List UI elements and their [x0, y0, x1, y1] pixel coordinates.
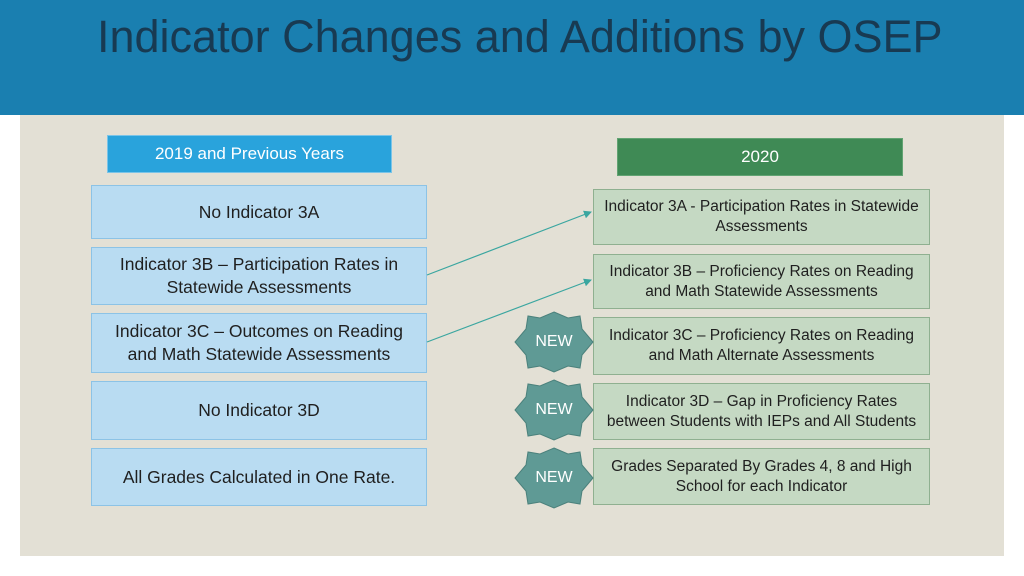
page-title: Indicator Changes and Additions by OSEP	[97, 11, 943, 62]
new-badge-grades	[514, 447, 594, 509]
left-box-3a: No Indicator 3A	[91, 185, 427, 239]
new-badge-label: NEW	[535, 401, 573, 418]
right-box-3c: Indicator 3C – Proficiency Rates on Reading and Math Alternate Assessments	[593, 317, 930, 375]
right-box-3b: Indicator 3B – Proficiency Rates on Reading and Math Statewide Assessments	[593, 254, 930, 309]
left-box-grades: All Grades Calculated in One Rate.	[91, 448, 427, 506]
right-box-grades: Grades Separated By Grades 4, 8 and High School for each Indicator	[593, 448, 930, 505]
new-badge-label: NEW	[535, 469, 573, 486]
right-box-3a: Indicator 3A - Participation Rates in Statewide Assessments	[593, 189, 930, 245]
left-box-3d: No Indicator 3D	[91, 381, 427, 440]
arrow-3b-to-3a	[427, 212, 591, 275]
right-box-3d: Indicator 3D – Gap in Proficiency Rates between Students with IEPs and All Students	[593, 383, 930, 440]
left-box-3b: Indicator 3B – Participation Rates in Statewide Assessments	[91, 247, 427, 305]
left-column-header: 2019 and Previous Years	[107, 135, 392, 173]
left-box-3c: Indicator 3C – Outcomes on Reading and Math Statewide Assessments	[91, 313, 427, 373]
right-column-header: 2020	[617, 138, 903, 176]
new-badge-3c	[514, 311, 594, 373]
new-badge-label: NEW	[535, 333, 573, 350]
new-badge-3d	[514, 379, 594, 441]
